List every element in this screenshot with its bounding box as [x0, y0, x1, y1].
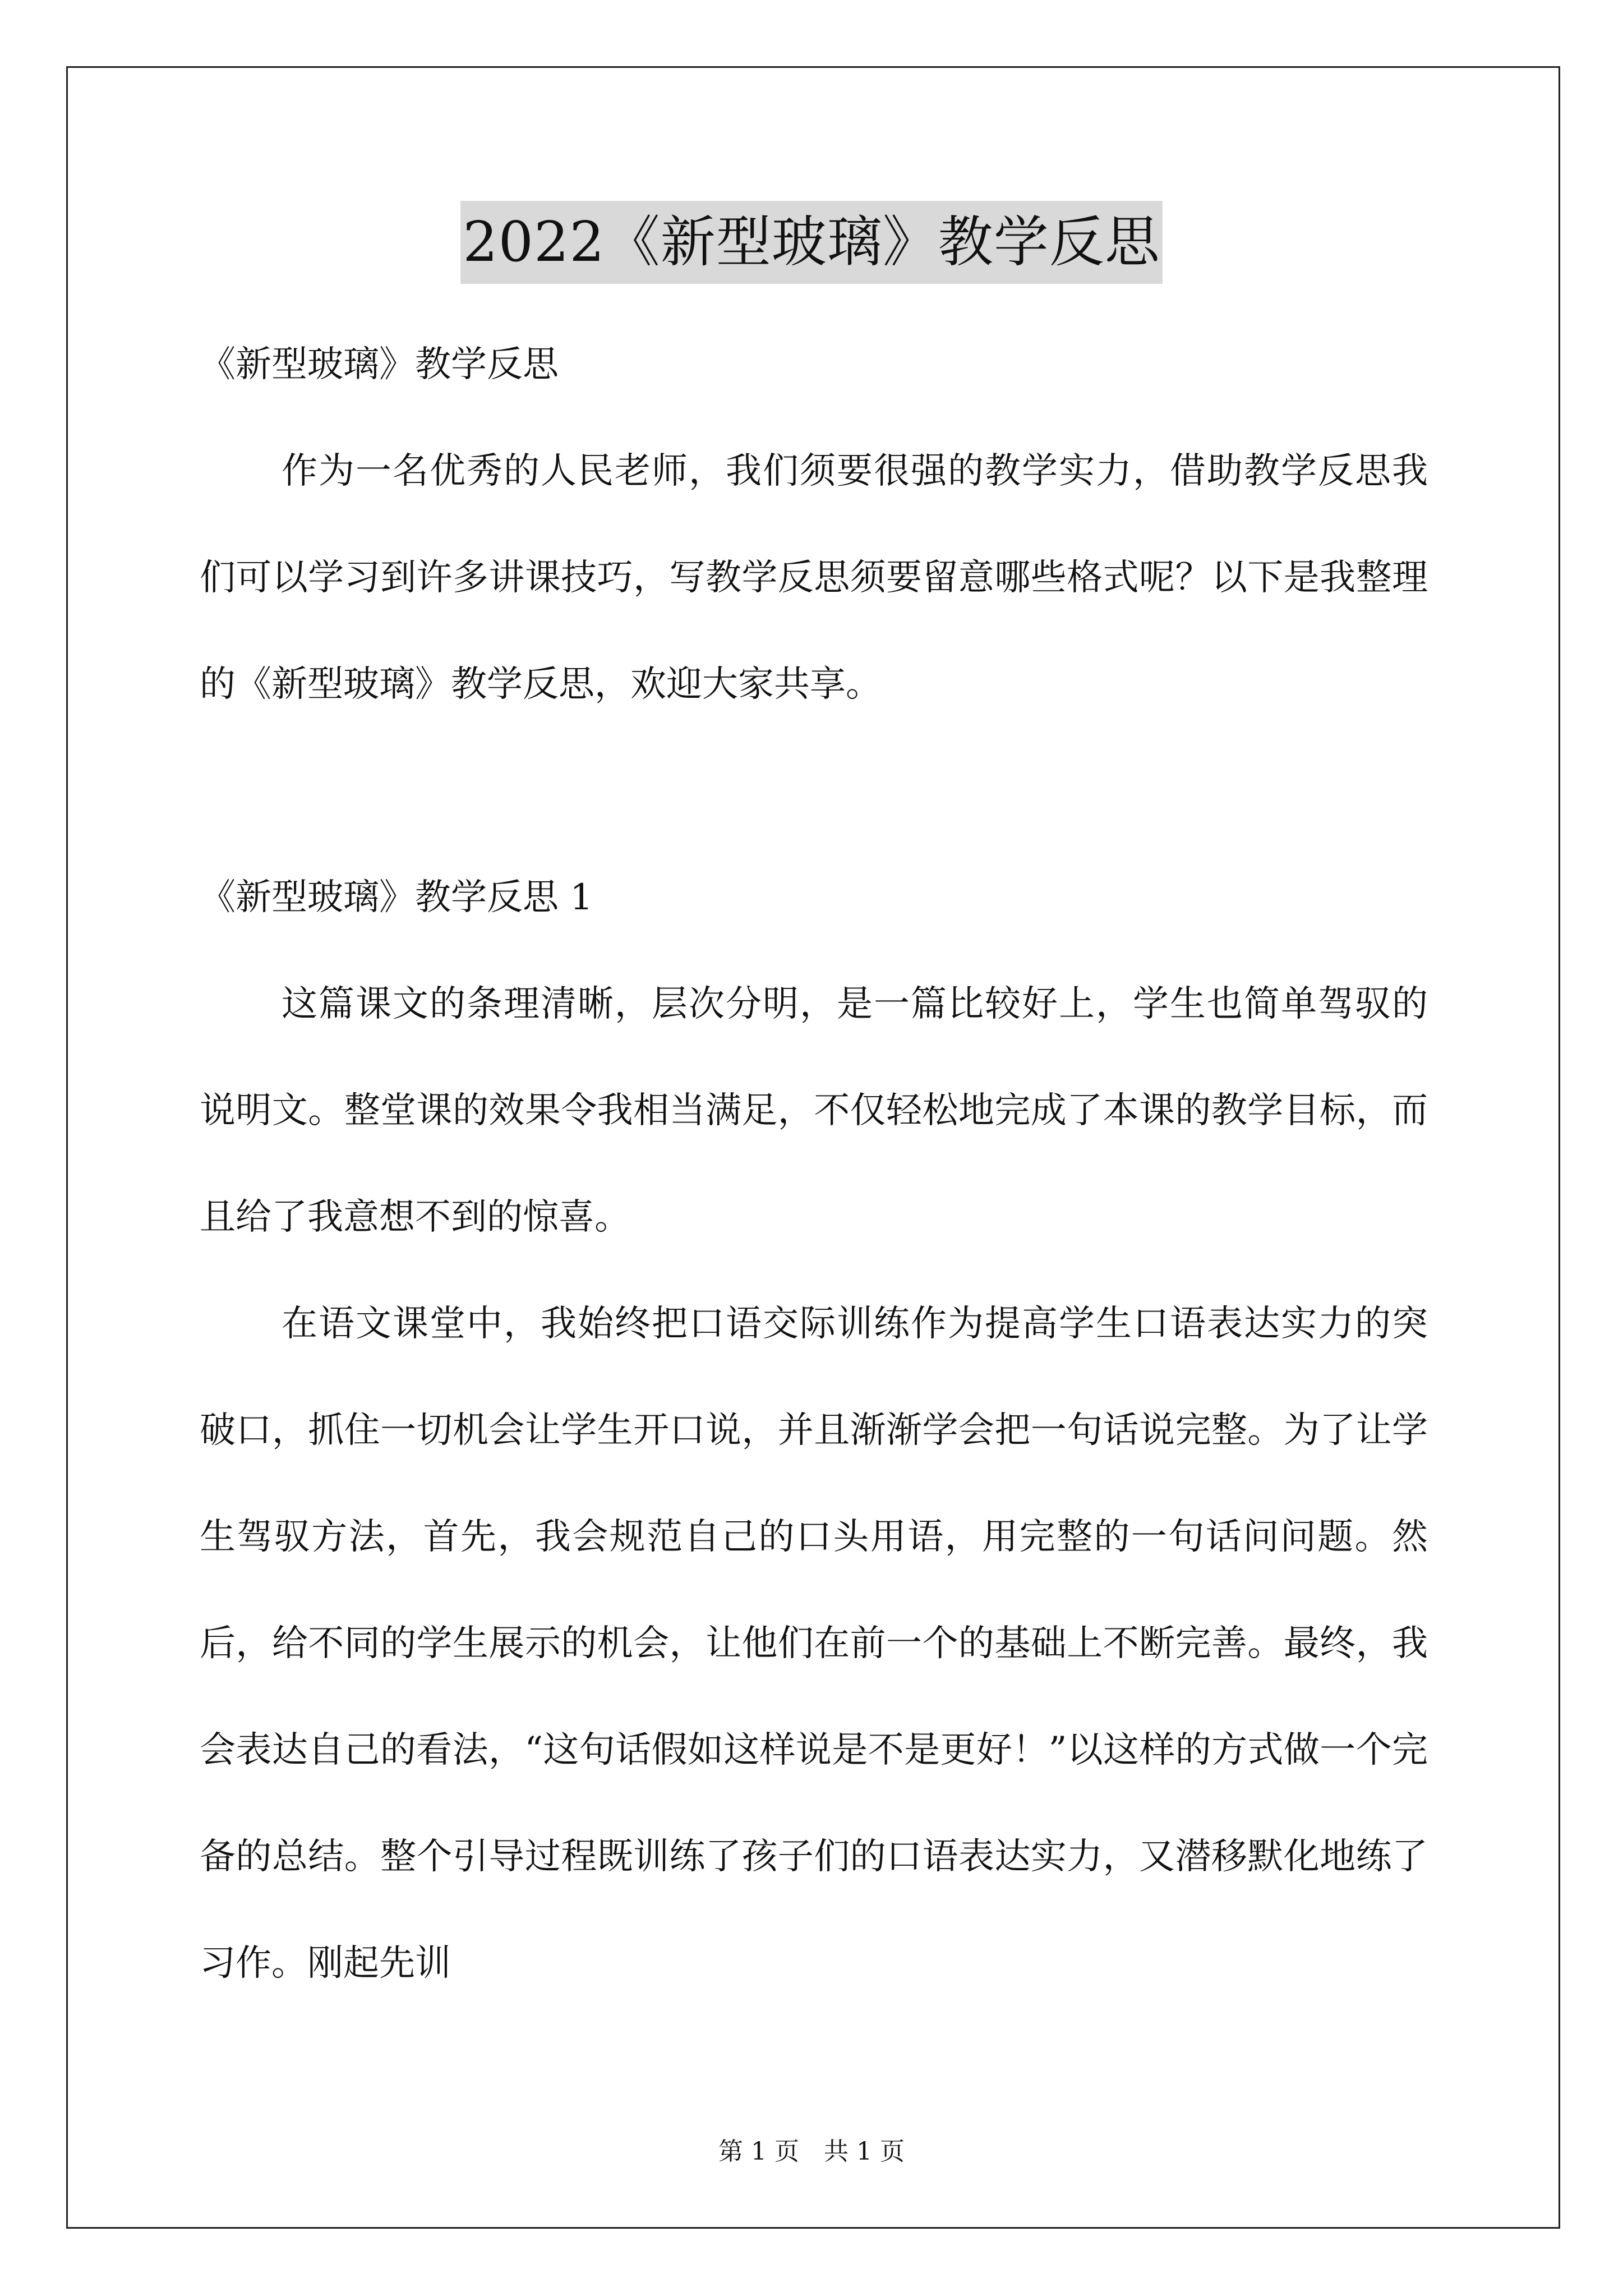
- title-container: [0, 201, 1623, 284]
- intro-paragraph: 作为一名优秀的人民老师，我们须要很强的教学实力，借助教学反思我们可以学习到许多讲课技巧，写教学反思须要留意哪些格式呢？以下是我整理的《新型玻璃》教学反思，欢迎大家共享。: [200, 450, 1428, 705]
- section-heading: 《新型玻璃》教学反思 1: [200, 877, 593, 918]
- document-body: [200, 311, 1428, 2017]
- body-paragraph-2: 在语文课堂中，我始终把口语交际训练作为提高学生口语表达实力的突破口，抓住一切机会让学生开口说，并且渐渐学会把一句话说完整。为了让学生驾驭方法，首先，我会规范自己的口头用语，用完整的一句话问问题。然后，给不同的学生展示的机会，让他们在前一个的基础上不断完善。最终，我会表达自己的看法，“这句话假如这样说是不是更好！”以这样的方式做一个完备的总结。整个引导过程既训练了孩子们的口语表达实力，又潜移默化地练了习作。刚起先训: [200, 1303, 1428, 1984]
- page-footer: 第 1 页 共 1 页: [718, 2137, 905, 2166]
- section-spacer: [200, 738, 1428, 844]
- document-title: 2022《新型玻璃》教学反思: [460, 201, 1162, 284]
- body-paragraph-1: 这篇课文的条理清晰，层次分明，是一篇比较好上，学生也简单驾驭的说明文。整堂课的效果令我相当满足，不仅轻松地完成了本课的教学目标，而且给了我意想不到的惊喜。: [200, 983, 1428, 1238]
- document-subtitle: 《新型玻璃》教学反思: [200, 344, 559, 385]
